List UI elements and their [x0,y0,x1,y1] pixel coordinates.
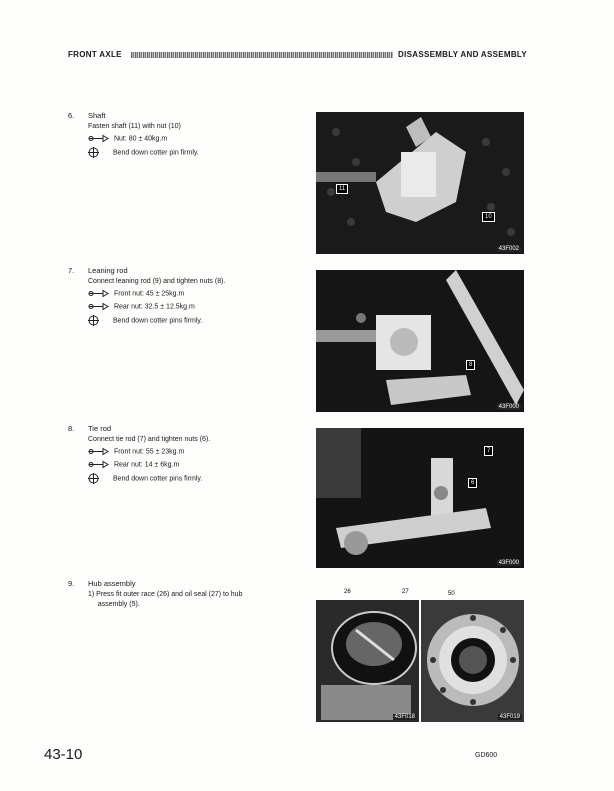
step-line: Bend down cotter pin firmly. [112,149,199,157]
cotter-pin-icon [88,473,99,484]
step-line: Front nut: 55 ± 23kg.m [113,448,185,456]
torque-wrench-icon [88,302,110,311]
step-line: Fasten shaft (11) with nut (10) [88,123,181,130]
step-6 [68,111,199,158]
header-subtitle: DISASSEMBLY AND ASSEMBLY [398,50,528,59]
step-line: Nut: 80 ± 40kg.m [113,135,168,143]
callout-label: 6 [468,478,477,488]
step-number: 8. [68,424,75,433]
torque-wrench-icon [88,289,110,298]
callout-label: 10 [482,212,495,222]
photo-code: 43F002 [498,246,519,252]
step-title: Tie rod [88,424,112,433]
header-rule [131,52,393,58]
step-line: 1) Press fit outer race (26) and oil seal (27) to hub [88,591,243,598]
callout-label: 11 [336,184,348,194]
callout-label: 7 [484,446,493,456]
photo-code: 43F018 [394,714,415,720]
step-9 [68,579,242,608]
step-7 [68,266,225,326]
photo-code: 43F000 [498,560,519,566]
hub-photos [316,588,524,722]
photo-code: 43F000 [498,404,519,410]
step-line: Connect leaning rod (9) and tighten nuts (8). [88,278,226,285]
shaft-photo [316,112,524,254]
photo-code: 43F019 [499,714,520,720]
page-number: 43-10 [44,746,83,763]
step-number: 7. [68,266,75,275]
step-line: Rear nut: 32.5 ± 12.5kg.m [113,303,195,311]
step-line: Connect tie rod (7) and tighten nuts (6). [88,436,211,443]
torque-wrench-icon [88,460,110,469]
header-section-title: FRONT AXLE [68,50,122,59]
torque-wrench-icon [88,447,110,456]
step-title: Leaning rod [88,266,128,275]
step-line: Bend down cotter pins firmly. [112,475,203,483]
step-8 [68,424,210,484]
step-line: Bend down cotter pins firmly. [112,317,203,325]
callout-label: 26 [344,589,351,595]
hub-photo-right [421,600,524,722]
callout-label: 8 [466,360,475,370]
step-line: Front nut: 45 ± 25kg.m [113,290,185,298]
step-line: Rear nut: 14 ± 6kg.m [113,461,180,469]
model-code: GD600 [475,752,498,759]
callout-label: 27 [402,589,409,595]
callout-label: 50 [448,591,455,597]
step-line: assembly (5). [88,601,140,608]
step-number: 6. [68,111,75,120]
torque-wrench-icon [88,134,110,143]
hub-photo-left [316,600,419,722]
step-title: Hub assembly [88,579,136,588]
cotter-pin-icon [88,315,99,326]
step-number: 9. [68,579,75,588]
cotter-pin-icon [88,147,99,158]
leaning-rod-photo [316,270,524,412]
step-title: Shaft [88,111,106,120]
tie-rod-photo [316,428,524,568]
